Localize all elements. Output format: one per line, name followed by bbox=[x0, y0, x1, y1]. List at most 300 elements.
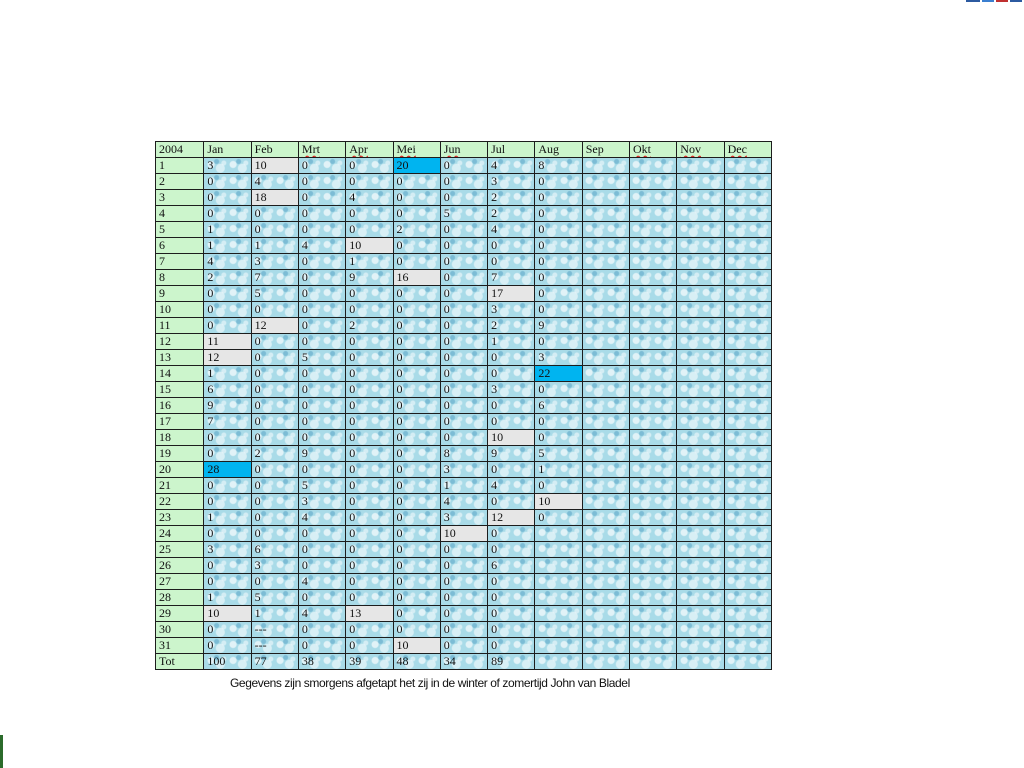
table-cell: 3 bbox=[488, 302, 535, 318]
table-cell: 0 bbox=[440, 430, 487, 446]
table-cell: 1 bbox=[440, 478, 487, 494]
table-cell: 0 bbox=[440, 190, 487, 206]
total-label: Tot bbox=[156, 654, 204, 670]
table-cell: 0 bbox=[440, 542, 487, 558]
table-cell: 0 bbox=[346, 414, 393, 430]
table-cell: 2 bbox=[488, 318, 535, 334]
table-cell: 0 bbox=[393, 606, 440, 622]
table-cell bbox=[677, 414, 724, 430]
table-cell: 0 bbox=[488, 462, 535, 478]
table-cell: 3 bbox=[251, 558, 298, 574]
table-cell: 2 bbox=[204, 270, 251, 286]
table-row bbox=[156, 318, 772, 334]
table-row bbox=[156, 638, 772, 654]
total-cell bbox=[582, 654, 629, 670]
day-label: 10 bbox=[156, 302, 204, 318]
table-cell: 0 bbox=[204, 302, 251, 318]
table-cell: 1 bbox=[204, 366, 251, 382]
table-cell: 0 bbox=[251, 414, 298, 430]
table-cell bbox=[629, 462, 676, 478]
table-cell: 0 bbox=[535, 510, 582, 526]
table-cell: 0 bbox=[393, 526, 440, 542]
month-header bbox=[346, 142, 393, 158]
table-cell: 0 bbox=[440, 638, 487, 654]
table-cell bbox=[724, 462, 771, 478]
table-cell bbox=[629, 318, 676, 334]
table-cell bbox=[677, 558, 724, 574]
day-label: 14 bbox=[156, 366, 204, 382]
table-cell: 0 bbox=[488, 494, 535, 510]
table-cell: 5 bbox=[535, 446, 582, 462]
table-cell bbox=[677, 318, 724, 334]
table-cell: 0 bbox=[535, 190, 582, 206]
table-cell: 0 bbox=[346, 622, 393, 638]
table-cell: 0 bbox=[535, 414, 582, 430]
table-cell: 0 bbox=[204, 638, 251, 654]
rainfall-table bbox=[155, 141, 772, 670]
table-cell bbox=[724, 542, 771, 558]
total-cell: 100 bbox=[204, 654, 251, 670]
table-cell: 0 bbox=[393, 318, 440, 334]
table-cell: 0 bbox=[440, 350, 487, 366]
table-cell: 0 bbox=[298, 430, 345, 446]
table-cell: 0 bbox=[346, 590, 393, 606]
table-cell: 6 bbox=[535, 398, 582, 414]
month-label: Sep bbox=[585, 142, 604, 156]
table-cell: 0 bbox=[488, 366, 535, 382]
table-row bbox=[156, 542, 772, 558]
table-cell: 0 bbox=[298, 590, 345, 606]
table-cell: 0 bbox=[535, 382, 582, 398]
table-cell: 10 bbox=[535, 494, 582, 510]
day-label: 27 bbox=[156, 574, 204, 590]
table-cell: 4 bbox=[298, 606, 345, 622]
day-label: 15 bbox=[156, 382, 204, 398]
table-cell bbox=[724, 190, 771, 206]
month-header bbox=[298, 142, 345, 158]
table-cell: 0 bbox=[204, 526, 251, 542]
table-cell: 10 bbox=[204, 606, 251, 622]
table-cell: 0 bbox=[346, 558, 393, 574]
table-cell: 0 bbox=[298, 286, 345, 302]
table-cell: 0 bbox=[440, 574, 487, 590]
table-cell: 10 bbox=[488, 430, 535, 446]
table-cell: 0 bbox=[298, 398, 345, 414]
table-cell: 0 bbox=[393, 334, 440, 350]
table-cell bbox=[724, 286, 771, 302]
table-cell: 0 bbox=[346, 158, 393, 174]
table-cell bbox=[724, 174, 771, 190]
table-cell: 0 bbox=[251, 206, 298, 222]
table-row bbox=[156, 622, 772, 638]
month-label: Okt bbox=[632, 142, 651, 156]
table-cell: 0 bbox=[251, 478, 298, 494]
day-label: 13 bbox=[156, 350, 204, 366]
table-cell bbox=[582, 478, 629, 494]
table-cell: 5 bbox=[298, 350, 345, 366]
table-cell bbox=[677, 462, 724, 478]
table-cell: 16 bbox=[393, 270, 440, 286]
table-row bbox=[156, 366, 772, 382]
table-row bbox=[156, 590, 772, 606]
month-label: Mrt bbox=[301, 142, 320, 156]
table-cell: 4 bbox=[346, 190, 393, 206]
table-cell: 4 bbox=[488, 158, 535, 174]
table-cell bbox=[677, 190, 724, 206]
table-cell bbox=[582, 574, 629, 590]
table-cell bbox=[724, 398, 771, 414]
table-cell: 4 bbox=[488, 222, 535, 238]
table-cell bbox=[629, 478, 676, 494]
table-cell bbox=[724, 350, 771, 366]
table-cell: 0 bbox=[298, 270, 345, 286]
total-cell bbox=[724, 654, 771, 670]
table-cell: 0 bbox=[251, 350, 298, 366]
table-row bbox=[156, 190, 772, 206]
table-cell: 3 bbox=[204, 542, 251, 558]
table-cell: 0 bbox=[440, 158, 487, 174]
table-cell bbox=[677, 158, 724, 174]
table-cell bbox=[724, 206, 771, 222]
table-cell bbox=[629, 606, 676, 622]
table-cell: 1 bbox=[204, 222, 251, 238]
month-label: Jan bbox=[207, 142, 224, 156]
table-cell bbox=[724, 606, 771, 622]
table-cell: 3 bbox=[535, 350, 582, 366]
table-cell: 0 bbox=[393, 622, 440, 638]
month-header bbox=[393, 142, 440, 158]
table-row bbox=[156, 526, 772, 542]
table-cell: 0 bbox=[251, 302, 298, 318]
table-cell: 5 bbox=[251, 590, 298, 606]
table-row bbox=[156, 494, 772, 510]
table-cell bbox=[582, 190, 629, 206]
table-cell: 0 bbox=[440, 174, 487, 190]
table-cell: 0 bbox=[440, 334, 487, 350]
day-label: 16 bbox=[156, 398, 204, 414]
table-cell: 0 bbox=[393, 558, 440, 574]
day-label: 11 bbox=[156, 318, 204, 334]
table-cell: 0 bbox=[298, 334, 345, 350]
table-cell: 0 bbox=[393, 286, 440, 302]
table-cell: 0 bbox=[346, 574, 393, 590]
table-cell: 0 bbox=[346, 542, 393, 558]
table-cell bbox=[629, 254, 676, 270]
table-cell bbox=[629, 398, 676, 414]
table-cell bbox=[582, 254, 629, 270]
month-label: Apr bbox=[349, 142, 368, 156]
table-cell bbox=[582, 606, 629, 622]
table-cell: 3 bbox=[440, 510, 487, 526]
table-cell: 0 bbox=[346, 462, 393, 478]
table-cell bbox=[724, 158, 771, 174]
table-cell: 0 bbox=[251, 494, 298, 510]
day-label: 8 bbox=[156, 270, 204, 286]
table-row bbox=[156, 398, 772, 414]
table-cell bbox=[677, 254, 724, 270]
table-cell bbox=[724, 510, 771, 526]
table-cell: 0 bbox=[346, 222, 393, 238]
table-cell: 0 bbox=[440, 590, 487, 606]
table-cell bbox=[582, 622, 629, 638]
table-cell bbox=[629, 302, 676, 318]
day-label: 30 bbox=[156, 622, 204, 638]
table-cell bbox=[677, 638, 724, 654]
table-cell: 0 bbox=[440, 414, 487, 430]
table-cell: 0 bbox=[393, 590, 440, 606]
table-cell bbox=[677, 590, 724, 606]
table-cell: 4 bbox=[298, 510, 345, 526]
table-cell: 0 bbox=[298, 366, 345, 382]
table-row bbox=[156, 158, 772, 174]
table-cell: 1 bbox=[204, 238, 251, 254]
day-label: 29 bbox=[156, 606, 204, 622]
table-cell: 5 bbox=[251, 286, 298, 302]
table-cell bbox=[677, 446, 724, 462]
table-cell: 9 bbox=[535, 318, 582, 334]
table-row bbox=[156, 238, 772, 254]
day-label: 24 bbox=[156, 526, 204, 542]
table-cell bbox=[582, 302, 629, 318]
table-cell bbox=[677, 334, 724, 350]
table-cell: 0 bbox=[393, 190, 440, 206]
table-cell bbox=[629, 238, 676, 254]
table-cell: 0 bbox=[393, 510, 440, 526]
table-row bbox=[156, 510, 772, 526]
table-cell: 0 bbox=[440, 286, 487, 302]
day-label: 1 bbox=[156, 158, 204, 174]
table-cell: 0 bbox=[251, 430, 298, 446]
table-row bbox=[156, 558, 772, 574]
table-cell bbox=[629, 158, 676, 174]
table-cell bbox=[724, 414, 771, 430]
table-cell bbox=[724, 430, 771, 446]
table-cell: 0 bbox=[346, 206, 393, 222]
table-cell bbox=[582, 238, 629, 254]
day-label: 22 bbox=[156, 494, 204, 510]
table-cell: 0 bbox=[440, 606, 487, 622]
table-cell: 3 bbox=[298, 494, 345, 510]
table-cell bbox=[582, 526, 629, 542]
table-cell: 0 bbox=[251, 510, 298, 526]
table-cell bbox=[582, 590, 629, 606]
month-label: Jul bbox=[491, 142, 506, 156]
table-cell: 10 bbox=[393, 638, 440, 654]
table-row bbox=[156, 414, 772, 430]
table-cell: 3 bbox=[251, 254, 298, 270]
table-cell bbox=[724, 478, 771, 494]
table-cell bbox=[629, 638, 676, 654]
table-cell: 18 bbox=[251, 190, 298, 206]
table-cell bbox=[677, 542, 724, 558]
total-cell: 77 bbox=[251, 654, 298, 670]
table-cell: 2 bbox=[488, 190, 535, 206]
table-cell: 0 bbox=[298, 254, 345, 270]
table-cell: 3 bbox=[204, 158, 251, 174]
table-cell: 6 bbox=[488, 558, 535, 574]
table-cell: --- bbox=[251, 638, 298, 654]
table-cell: 9 bbox=[488, 446, 535, 462]
month-label: Mei bbox=[396, 142, 416, 156]
table-cell: 0 bbox=[298, 302, 345, 318]
table-cell: 0 bbox=[298, 414, 345, 430]
table-cell: 0 bbox=[535, 238, 582, 254]
table-cell: 0 bbox=[298, 558, 345, 574]
table-cell: 0 bbox=[346, 174, 393, 190]
table-cell: 0 bbox=[298, 638, 345, 654]
table-cell: 0 bbox=[346, 526, 393, 542]
table-cell: 0 bbox=[346, 286, 393, 302]
table-cell bbox=[677, 286, 724, 302]
table-cell: 0 bbox=[298, 174, 345, 190]
table-row bbox=[156, 334, 772, 350]
month-label: Aug bbox=[538, 142, 560, 156]
table-cell bbox=[535, 590, 582, 606]
table-row bbox=[156, 350, 772, 366]
table-cell: 0 bbox=[488, 526, 535, 542]
table-cell: 0 bbox=[251, 334, 298, 350]
table-cell: 12 bbox=[251, 318, 298, 334]
table-cell bbox=[724, 494, 771, 510]
table-cell bbox=[724, 238, 771, 254]
total-cell: 34 bbox=[440, 654, 487, 670]
month-label: Feb bbox=[254, 142, 273, 156]
table-cell bbox=[535, 606, 582, 622]
table-cell: 7 bbox=[488, 270, 535, 286]
table-cell bbox=[535, 542, 582, 558]
table-cell: 1 bbox=[204, 510, 251, 526]
table-cell: 0 bbox=[393, 302, 440, 318]
table-cell bbox=[629, 542, 676, 558]
day-label: 18 bbox=[156, 430, 204, 446]
table-cell bbox=[629, 526, 676, 542]
table-cell: 0 bbox=[488, 606, 535, 622]
month-label: Dec bbox=[727, 142, 747, 156]
table-cell bbox=[629, 350, 676, 366]
table-cell: 0 bbox=[440, 302, 487, 318]
table-cell bbox=[535, 622, 582, 638]
month-header bbox=[582, 142, 629, 158]
total-cell bbox=[629, 654, 676, 670]
table-cell: 1 bbox=[535, 462, 582, 478]
table-cell: 3 bbox=[440, 462, 487, 478]
table-row bbox=[156, 446, 772, 462]
table-cell: 0 bbox=[393, 174, 440, 190]
footer-note: Gegevens zijn smorgens afgetapt het zij in de winter of zomertijd John van Bladel bbox=[230, 676, 630, 690]
day-label: 21 bbox=[156, 478, 204, 494]
table-cell: 0 bbox=[393, 542, 440, 558]
table-row bbox=[156, 206, 772, 222]
table-cell: 4 bbox=[440, 494, 487, 510]
table-cell bbox=[629, 270, 676, 286]
table-cell bbox=[582, 446, 629, 462]
table-row bbox=[156, 574, 772, 590]
day-label: 12 bbox=[156, 334, 204, 350]
top-edge-marks bbox=[964, 0, 1024, 2]
table-cell: 8 bbox=[535, 158, 582, 174]
table-cell: 9 bbox=[298, 446, 345, 462]
table-cell: 0 bbox=[488, 238, 535, 254]
table-cell bbox=[677, 622, 724, 638]
table-row bbox=[156, 254, 772, 270]
table-cell bbox=[629, 510, 676, 526]
day-label: 28 bbox=[156, 590, 204, 606]
table-cell: 0 bbox=[204, 574, 251, 590]
table-cell bbox=[629, 430, 676, 446]
table-row bbox=[156, 382, 772, 398]
table-row bbox=[156, 286, 772, 302]
table-cell: 17 bbox=[488, 286, 535, 302]
table-cell bbox=[724, 366, 771, 382]
table-cell: 0 bbox=[393, 462, 440, 478]
day-label: 25 bbox=[156, 542, 204, 558]
table-cell bbox=[677, 270, 724, 286]
table-cell: 0 bbox=[488, 542, 535, 558]
table-cell bbox=[629, 446, 676, 462]
day-label: 20 bbox=[156, 462, 204, 478]
table-cell: 0 bbox=[204, 190, 251, 206]
table-cell bbox=[582, 206, 629, 222]
table-cell: 2 bbox=[488, 206, 535, 222]
table-cell: 22 bbox=[535, 366, 582, 382]
table-cell: 0 bbox=[251, 366, 298, 382]
table-cell: 0 bbox=[346, 638, 393, 654]
table-cell bbox=[582, 222, 629, 238]
table-cell bbox=[582, 334, 629, 350]
table-cell bbox=[582, 270, 629, 286]
table-cell: 9 bbox=[204, 398, 251, 414]
table-cell bbox=[724, 222, 771, 238]
table-cell bbox=[582, 158, 629, 174]
table-row bbox=[156, 270, 772, 286]
table-cell: 5 bbox=[298, 478, 345, 494]
table-cell: 12 bbox=[488, 510, 535, 526]
table-cell: 1 bbox=[251, 238, 298, 254]
table-cell: 2 bbox=[251, 446, 298, 462]
table-cell: 1 bbox=[488, 334, 535, 350]
table-cell bbox=[677, 478, 724, 494]
table-cell: 0 bbox=[298, 318, 345, 334]
day-label: 2 bbox=[156, 174, 204, 190]
table-cell bbox=[535, 574, 582, 590]
day-label: 5 bbox=[156, 222, 204, 238]
month-header bbox=[724, 142, 771, 158]
table-cell: 0 bbox=[393, 398, 440, 414]
table-cell: 0 bbox=[204, 558, 251, 574]
table-cell bbox=[629, 366, 676, 382]
table-cell: 0 bbox=[298, 190, 345, 206]
table-row bbox=[156, 222, 772, 238]
table-cell: 0 bbox=[488, 574, 535, 590]
table-cell bbox=[724, 558, 771, 574]
table-cell bbox=[582, 174, 629, 190]
table-cell: 0 bbox=[393, 238, 440, 254]
table-cell bbox=[582, 318, 629, 334]
table-cell bbox=[582, 398, 629, 414]
table-row bbox=[156, 606, 772, 622]
table-cell: 3 bbox=[488, 382, 535, 398]
table-cell: 0 bbox=[393, 350, 440, 366]
table-cell: 0 bbox=[204, 430, 251, 446]
table-cell: 0 bbox=[298, 222, 345, 238]
table-cell: 0 bbox=[393, 478, 440, 494]
table-cell: 7 bbox=[204, 414, 251, 430]
table-cell: 13 bbox=[346, 606, 393, 622]
month-label: Jun bbox=[443, 142, 461, 156]
table-cell: 5 bbox=[440, 206, 487, 222]
table-cell bbox=[582, 638, 629, 654]
table-cell: 20 bbox=[393, 158, 440, 174]
